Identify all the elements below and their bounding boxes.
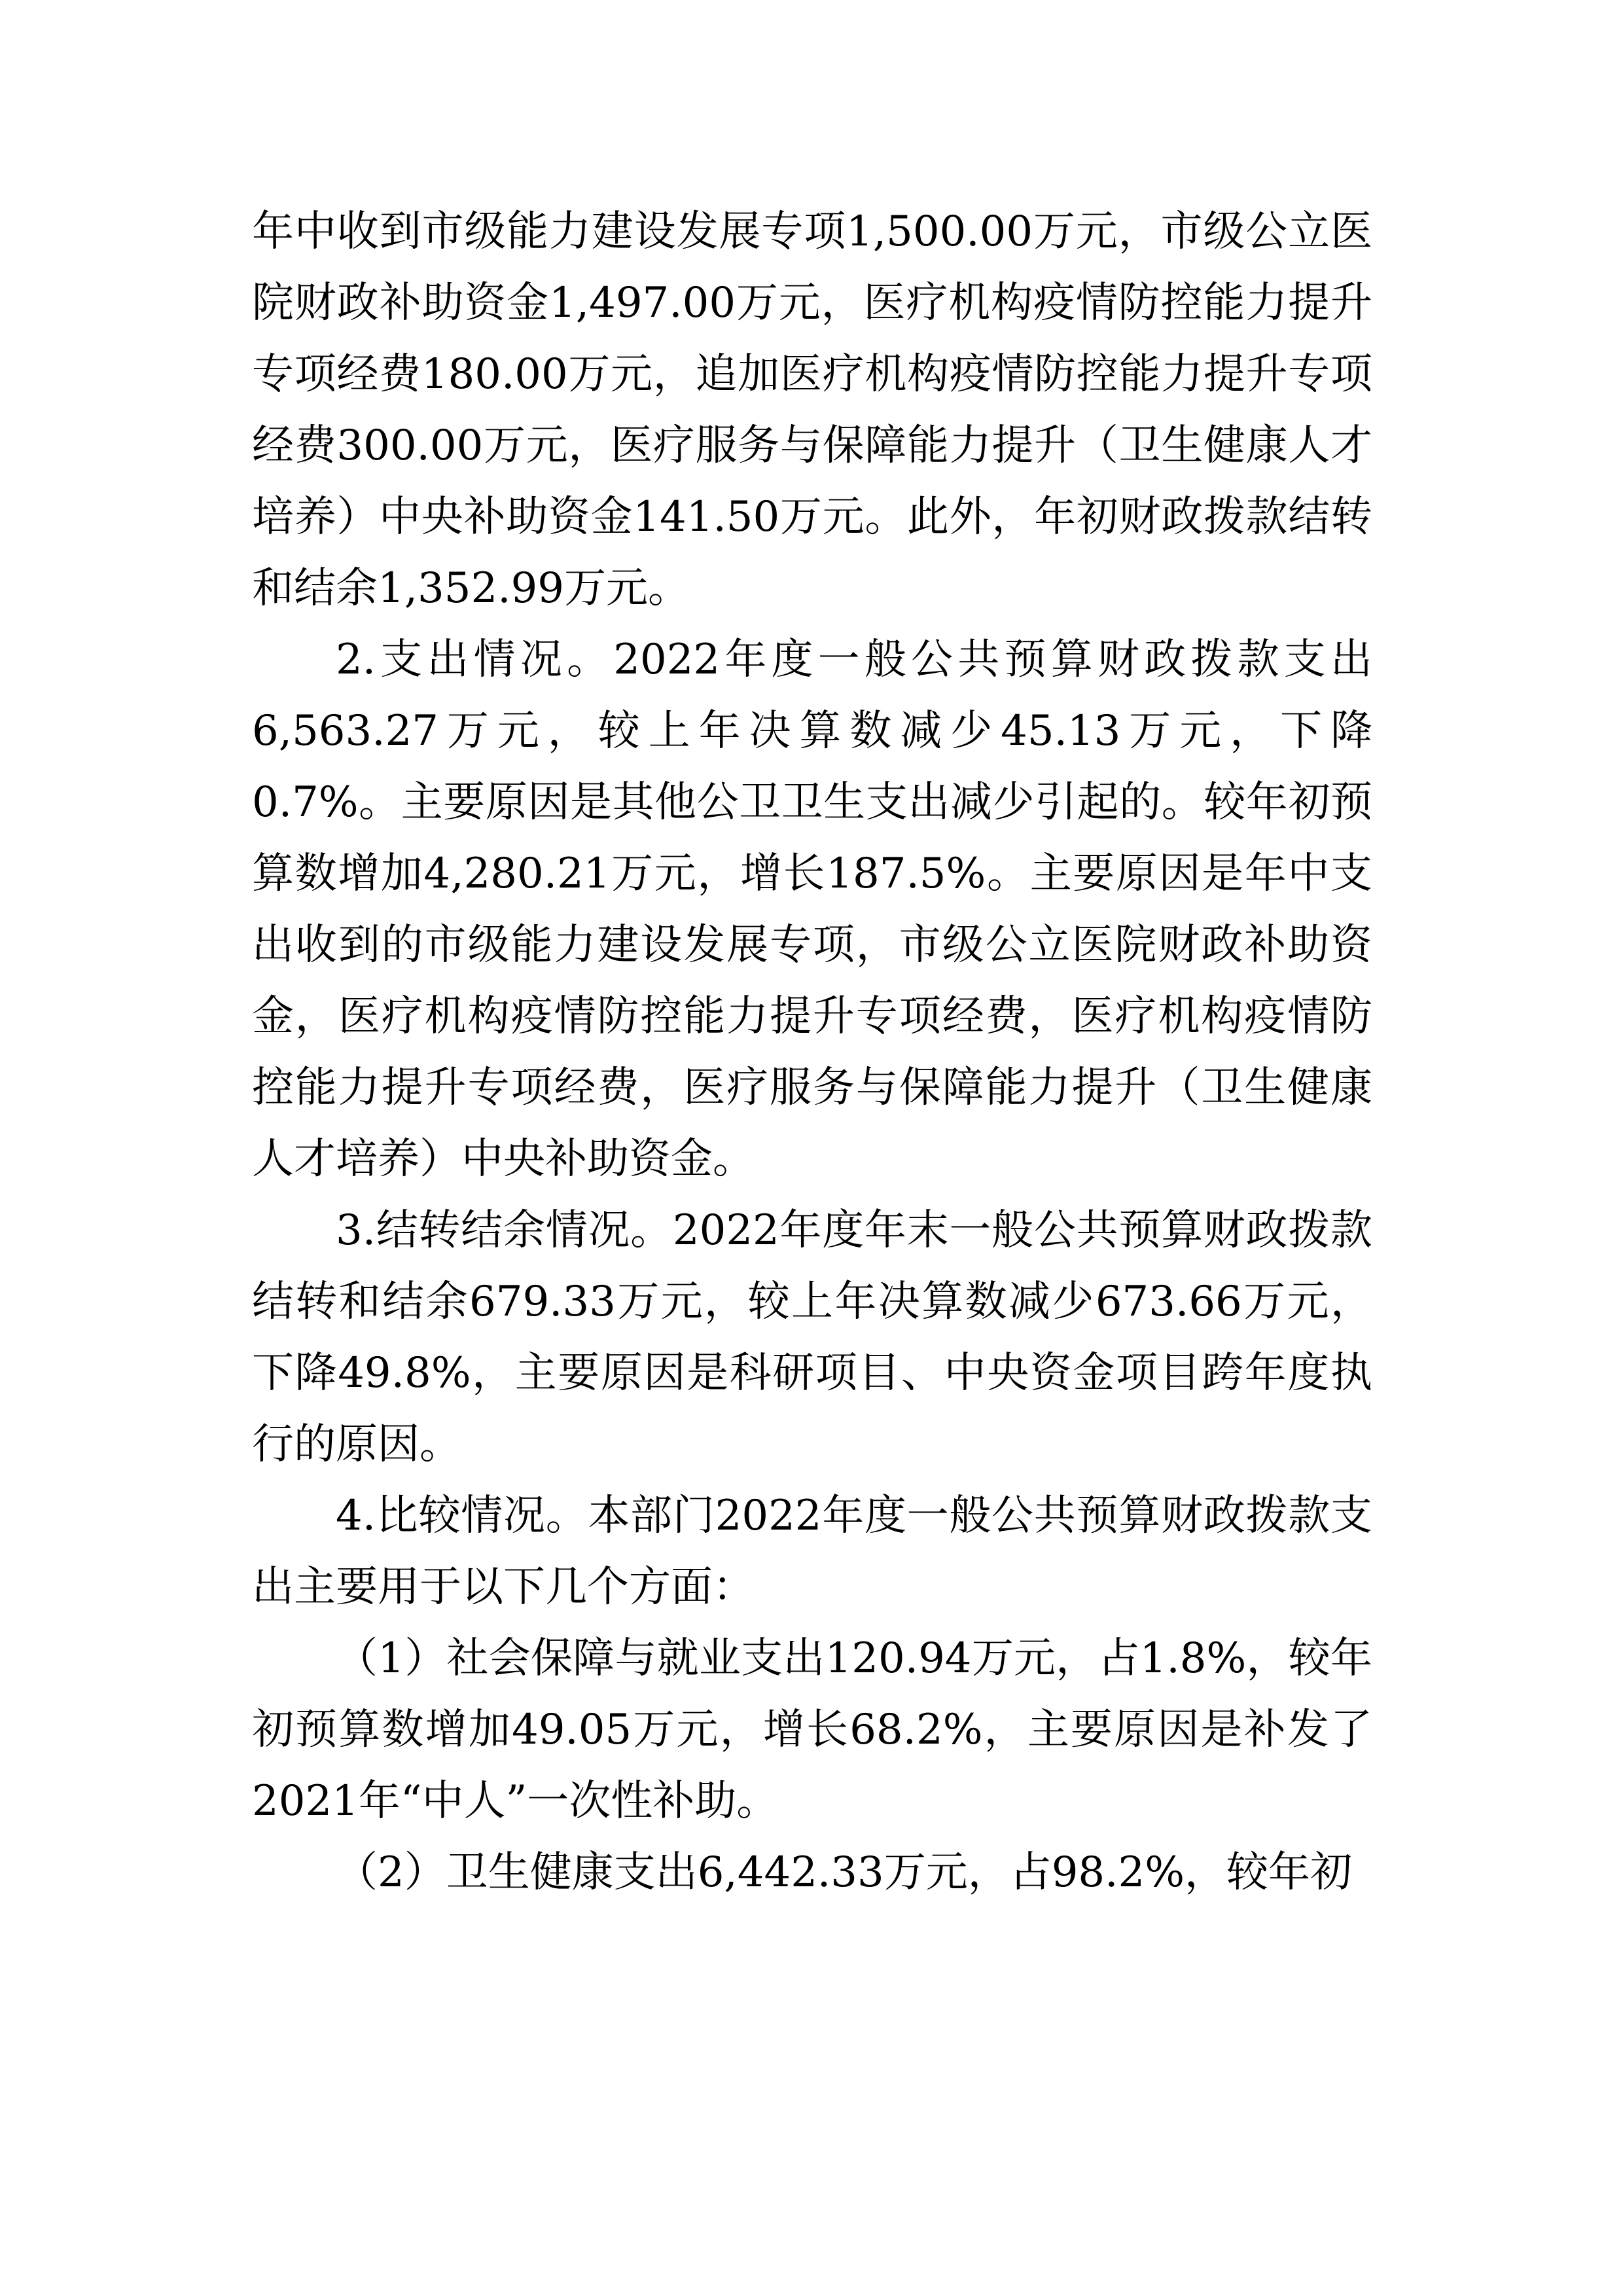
paragraph-social-security: （1）社会保障与就业支出120.94万元，占1.8%，较年初预算数增加49.05万元，增长68.2%，主要原因是补发了2021年“中人”一次性补助。	[252, 1634, 1372, 1825]
paragraph-income-continued: 年中收到市级能力建设发展专项1,500.00万元，市级公立医院财政补助资金1,497.00万元，医疗机构疫情防控能力提升专项经费180.00万元，追加医疗机构疫情防控能力提升专项经费300.00万元，医疗服务与保障能力提升（卫生健康人才培养）中央补助资金141.50万元。此外，年初财政拨款结转和结余1,352.99万元。	[252, 207, 1372, 613]
document-body	[252, 196, 1372, 1909]
paragraph-expenditure: 2.支出情况。2022年度一般公共预算财政拨款支出6,563.27万元，较上年决算数减少45.13万元，下降0.7%。主要原因是其他公卫卫生支出减少引起的。较年初预算数增加4,280.21万元，增长187.5%。主要原因是年中支出收到的市级能力建设发展专项，市级公立医院财政补助资金，医疗机构疫情防控能力提升专项经费，医疗机构疫情防控能力提升专项经费，医疗服务与保障能力提升（卫生健康人才培养）中央补助资金。	[252, 636, 1372, 1183]
paragraph-comparison: 4.比较情况。本部门2022年度一般公共预算财政拨款支出主要用于以下几个方面：	[252, 1492, 1372, 1611]
paragraph-health: （2）卫生健康支出6,442.33万元，占98.2%，较年初	[336, 1848, 1353, 1897]
paragraph-carryover: 3.结转结余情况。2022年度年末一般公共预算财政拨款结转和结余679.33万元，较上年决算数减少673.66万元，下降49.8%，主要原因是科研项目、中央资金项目跨年度执行的原因。	[252, 1206, 1372, 1469]
